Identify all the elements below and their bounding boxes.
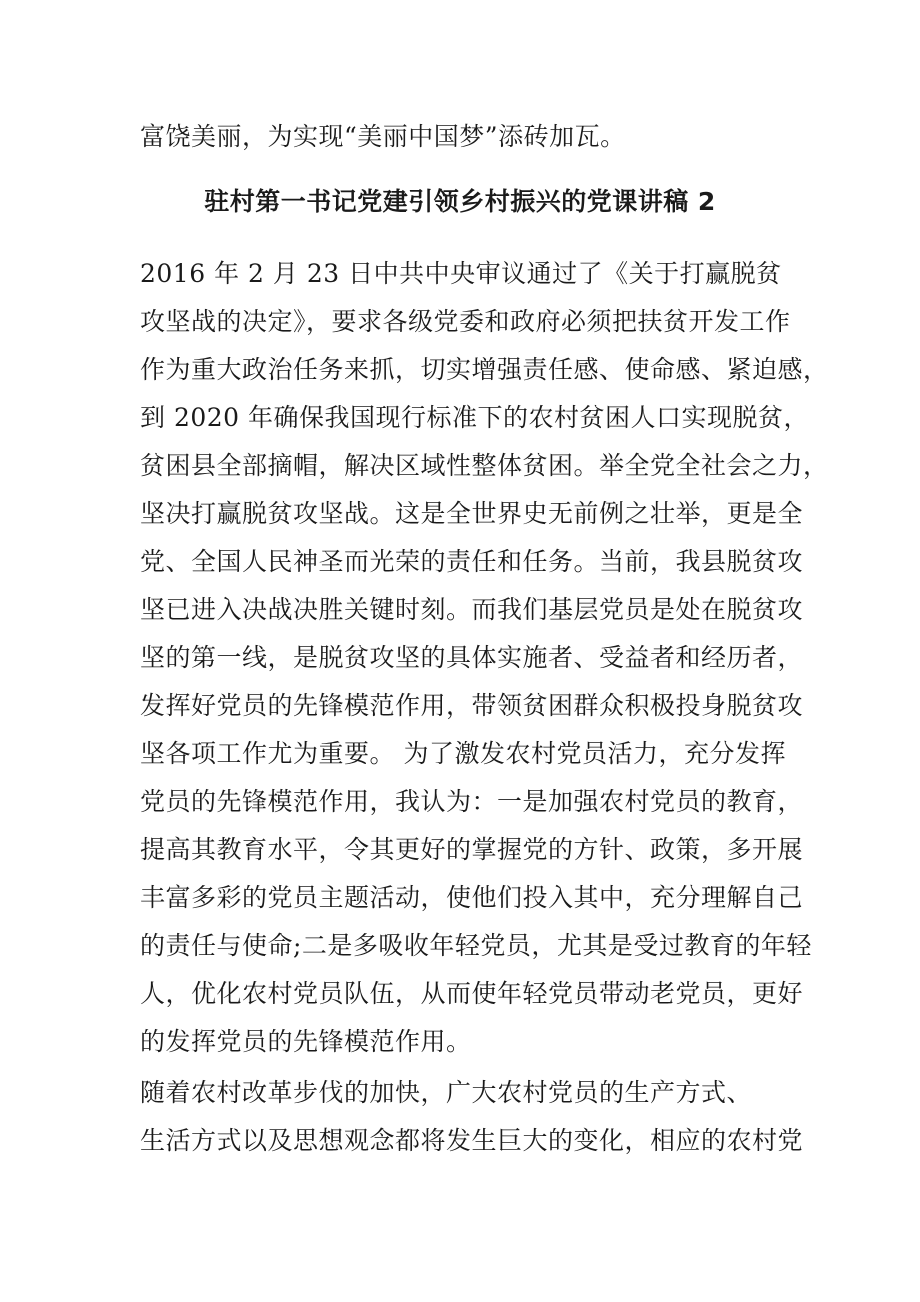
paragraph-line: 的责任与使命;二是多吸收年轻党员，尤其是受过教育的年轻 bbox=[140, 931, 812, 960]
paragraph-line: 的发挥党员的先锋模范作用。 bbox=[140, 1027, 472, 1056]
paragraph-line: 人，优化农村党员队伍，从而使年轻党员带动老党员，更好 bbox=[140, 979, 804, 1008]
section-title: 驻村第一书记党建引领乡村振兴的党课讲稿 2 bbox=[204, 187, 716, 216]
paragraph-line: 攻坚战的决定》，要求各级党委和政府必须把扶贫开发工作 bbox=[140, 307, 791, 336]
paragraph-line: 随着农村改革步伐的加快，广大农村党员的生产方式、 bbox=[140, 1078, 753, 1107]
paragraph-line: 坚决打赢脱贫攻坚战。这是全世界史无前例之壮举，更是全 bbox=[140, 499, 804, 528]
paragraph-line: 2016 年 2 月 23 日中共中央审议通过了《关于打赢脱贫 bbox=[140, 259, 782, 288]
paragraph-line: 坚已进入决战决胜关键时刻。而我们基层党员是处在脱贫攻 bbox=[140, 595, 804, 624]
paragraph-line: 坚的第一线，是脱贫攻坚的具体实施者、受益者和经历者， bbox=[140, 643, 804, 672]
paragraph-line: 作为重大政治任务来抓，切实增强责任感、使命感、紧迫感， bbox=[140, 355, 829, 384]
paragraph-line: 提高其教育水平，令其更好的掌握党的方针、政策，多开展 bbox=[140, 835, 804, 864]
paragraph-line: 丰富多彩的党员主题活动，使他们投入其中，充分理解自己 bbox=[140, 883, 804, 912]
paragraph-line: 坚各项工作尤为重要。 为了激发农村党员活力，充分发挥 bbox=[140, 739, 786, 768]
paragraph-line: 党员的先锋模范作用，我认为：一是加强农村党员的教育， bbox=[140, 787, 804, 816]
paragraph-line: 到 2020 年确保我国现行标准下的农村贫困人口实现脱贫， bbox=[140, 403, 810, 432]
paragraph-line: 党、全国人民神圣而光荣的责任和任务。当前，我县脱贫攻 bbox=[140, 547, 804, 576]
paragraph-line: 发挥好党员的先锋模范作用，带领贫困群众积极投身脱贫攻 bbox=[140, 691, 804, 720]
lead-line: 富饶美丽，为实现“美丽中国梦”添砖加瓦。 bbox=[140, 122, 626, 151]
paragraph-line: 生活方式以及思想观念都将发生巨大的变化，相应的农村党 bbox=[140, 1126, 804, 1155]
paragraph-line: 贫困县全部摘帽，解决区域性整体贫困。举全党全社会之力， bbox=[140, 451, 829, 480]
